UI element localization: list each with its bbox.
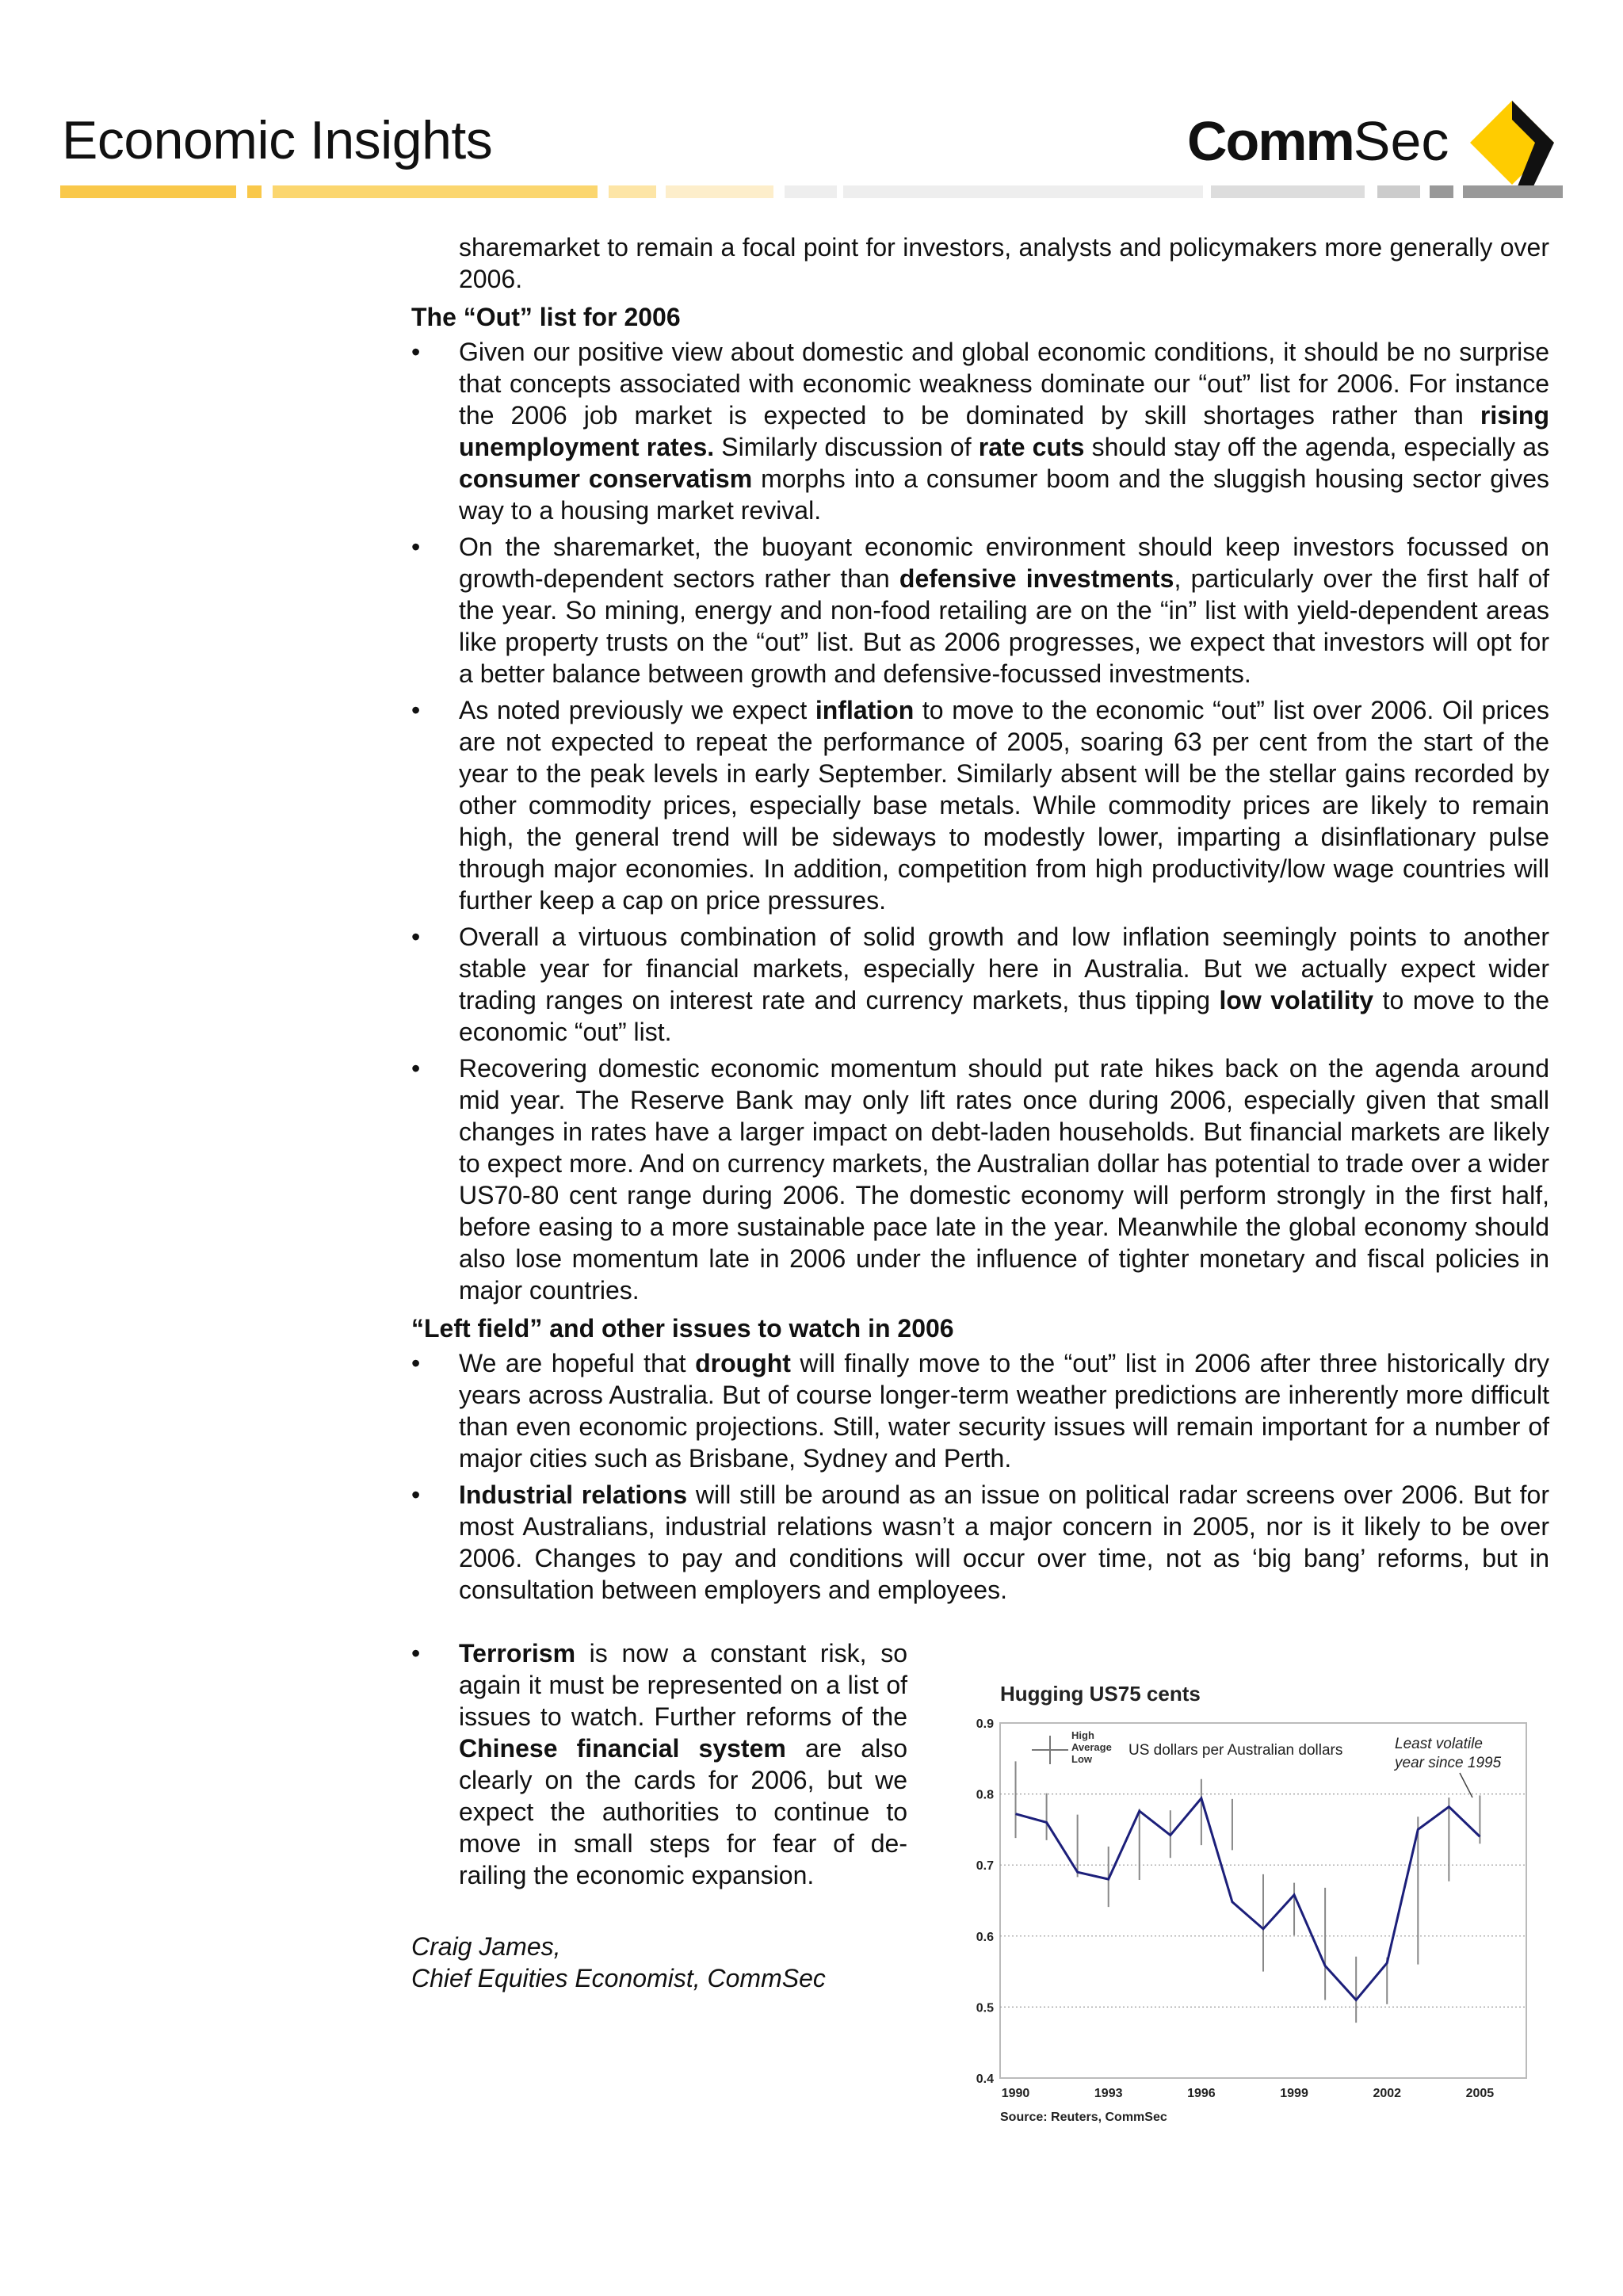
page-header-title: Economic Insights <box>62 110 493 170</box>
header-rule-bar <box>843 185 1203 198</box>
x-tick-label: 1993 <box>1094 2087 1123 2100</box>
header-rule-bar <box>1377 185 1420 198</box>
legend-high-label: High <box>1071 1729 1094 1741</box>
x-axis-ticks <box>1002 2087 1495 2100</box>
header-rule-bar <box>609 185 656 198</box>
bullet-dot: • <box>411 1639 421 1668</box>
article-body <box>411 231 1549 1606</box>
bullet-text: will still be around as an issue on political radar screens over 2006. But for most Australians, industrial relations wasn’t a major concern in 2005, nor is it likely to be over 2006. Changes to pay and conditions will occur over time, not as ‘big bang’ reforms, but in consultation between employers and employees. <box>459 1480 1550 1604</box>
diamond-logo-icon <box>1468 99 1556 186</box>
section-heading-out-list: The “Out” list for 2006 <box>411 303 681 331</box>
commsec-logo <box>1187 95 1568 190</box>
bullet-keyword: low volatility <box>1219 986 1374 1014</box>
header-rule-bar <box>1463 185 1563 198</box>
bullet-text: morphs into a consumer boom and the sluggish housing sector gives way to a housing market revival. <box>459 464 1549 525</box>
bullet-item <box>411 1479 1549 1606</box>
bullet-text: are also clearly on the cards for 2006, but we expect the authorities to continue to move in small steps for fear of de-railing the economic expansion. <box>459 1734 908 1889</box>
bullet-keyword: rate cuts <box>978 433 1085 461</box>
bullet-item <box>411 1347 1549 1474</box>
bullet-text: is now a constant risk, so again it must be represented on a list of issues to watch. Further reforms of the <box>459 1639 907 1731</box>
bullet-text: to move to the economic “out” list over 2006. Oil prices are not expected to repeat the performance of 2005, soaring 63 per cent from the start of the year to the peak levels in early September. Similarly absent will be the stellar gains recorded by other commodity prices, especially base metals. While commodity prices are likely to remain high, the general trend will be sideways to modestly lower, imparting a disinflationary pulse through major economies. In addition, competition from high productivity/low wage countries will further keep a cap on price pressures. <box>459 696 1550 915</box>
header-rule-bar <box>666 185 773 198</box>
bullet-dot: • <box>411 1054 421 1083</box>
x-tick-label: 1996 <box>1187 2087 1216 2100</box>
bullet-keyword: Chinese financial system <box>459 1734 786 1763</box>
y-axis-ticks <box>976 1717 994 2086</box>
y-tick-label: 0.4 <box>976 2073 994 2086</box>
bullet-text: to move to the economic “out” list. <box>459 986 1550 1046</box>
x-tick-label: 2002 <box>1373 2087 1402 2100</box>
x-tick-label: 1999 <box>1280 2087 1308 2100</box>
bullet-item <box>411 694 1549 916</box>
bullet-item <box>411 531 1549 690</box>
bullet-item <box>411 921 1549 1048</box>
bullet-keyword: defensive investments <box>899 564 1174 593</box>
author-title: Chief Equities Economist, CommSec <box>411 1964 826 1992</box>
bullet-keyword: inflation <box>815 696 915 724</box>
author-name: Craig James, <box>411 1932 561 1961</box>
annotation-line-1: Least volatile <box>1395 1736 1483 1752</box>
annotation-line-2: year since 1995 <box>1395 1755 1502 1771</box>
bullet-dot: • <box>411 533 421 561</box>
logo-light-text: Sec <box>1353 110 1449 172</box>
legend-average-label: Average <box>1071 1741 1112 1753</box>
header-rule-bar <box>60 185 236 198</box>
bullet-text: We are hopeful that <box>459 1349 696 1377</box>
bullet-text: On the sharemarket, the buoyant economic environment should keep investors focussed on growth-dependent sectors rather than <box>459 533 1549 593</box>
chart-svg <box>956 1682 1550 2134</box>
legend-low-label: Low <box>1071 1753 1092 1765</box>
y-tick-label: 0.8 <box>976 1788 994 1802</box>
chart-source: Source: Reuters, CommSec <box>1000 2111 1167 2124</box>
bullet-keyword: rising unemployment rates. <box>459 401 1549 461</box>
bullet-keyword: Terrorism <box>459 1639 576 1668</box>
logo-wordmark <box>1187 109 1449 173</box>
bullet-dot: • <box>411 338 421 366</box>
header-rule-bar <box>247 185 262 198</box>
bullet-dot: • <box>411 1480 421 1509</box>
bullet-text: Overall a virtuous combination of solid growth and low inflation seemingly points to another stable year for financial markets, especially here in Australia. But we actually expect wider trading ranges on interest rate and currency markets, thus tipping <box>459 923 1549 1014</box>
bullet-keyword: drought <box>695 1349 791 1377</box>
bullet-item <box>411 336 1549 526</box>
bullet-text: should stay off the agenda, especially as <box>1084 433 1550 461</box>
x-tick-label: 1990 <box>1001 2087 1030 2100</box>
bullet-keyword: consumer conservatism <box>459 464 753 493</box>
article-body-narrow <box>411 1637 907 1994</box>
y-tick-label: 0.6 <box>976 1930 994 1944</box>
bullet-text: , particularly over the first half of the year. So mining, energy and non-food retailing are on the “in” list with yield-dependent areas like property trusts on the “out” list. But as 2006 progresses, we expect that investors will opt for a better balance between growth and defensive-focussed investments. <box>459 564 1550 688</box>
intro-continuation: sharemarket to remain a focal point for investors, analysts and policymakers more generally over 2006. <box>459 233 1549 293</box>
bullet-dot: • <box>411 923 421 951</box>
bullet-item <box>411 1637 907 1891</box>
bullet-text: As noted previously we expect <box>459 696 815 724</box>
bullet-keyword: Industrial relations <box>459 1480 688 1509</box>
bullet-text: Similarly discussion of <box>714 433 979 461</box>
bullet-text: will finally move to the “out” list in 2006 after three historically dry years across Australia. But of course longer-term weather predictions are inherently more difficult than even economic projections. Still, water security issues will remain important for a number of major cities such as Brisbane, Sydney and Perth. <box>459 1349 1550 1473</box>
header-rule-bar <box>273 185 598 198</box>
bullet-dot: • <box>411 696 421 724</box>
header-rule-bar <box>785 185 837 198</box>
x-tick-label: 2005 <box>1465 2087 1495 2100</box>
chart-title: Hugging US75 cents <box>1000 1682 1201 1706</box>
logo-bold-text: Comm <box>1187 110 1354 172</box>
header-rule-bar <box>1211 185 1365 198</box>
exchange-rate-chart <box>956 1682 1550 2134</box>
y-tick-label: 0.5 <box>976 2001 994 2015</box>
y-tick-label: 0.9 <box>976 1717 994 1731</box>
bullet-dot: • <box>411 1349 421 1377</box>
section-heading-left-field: “Left field” and other issues to watch in 2006 <box>411 1314 954 1343</box>
y-tick-label: 0.7 <box>976 1859 994 1874</box>
bullet-item <box>411 1052 1549 1306</box>
y-axis-unit-label: US dollars per Australian dollars <box>1128 1742 1343 1759</box>
header-rule-bar <box>1430 185 1453 198</box>
bullet-text: Recovering domestic economic momentum should put rate hikes back on the agenda around mid year. The Reserve Bank may only lift rates once during 2006, especially given that small changes in rates have a larger impact on debt-laden households. But financial markets are likely to expect more. And on currency markets, the Australian dollar has potential to trade over a wider US70-80 cent range during 2006. The domestic economy will perform strongly in the first half, before easing to a more sustainable pace late in the year. Meanwhile the global economy should also lose momentum late in 2006 under the influence of tighter monetary and fiscal policies in major countries. <box>459 1054 1549 1305</box>
bullet-text: Given our positive view about domestic and global economic conditions, it should be no surprise that concepts associated with economic weakness dominate our “out” list for 2006. For instance the 2006 job market is expected to be dominated by skill shortages rather than <box>459 338 1549 430</box>
